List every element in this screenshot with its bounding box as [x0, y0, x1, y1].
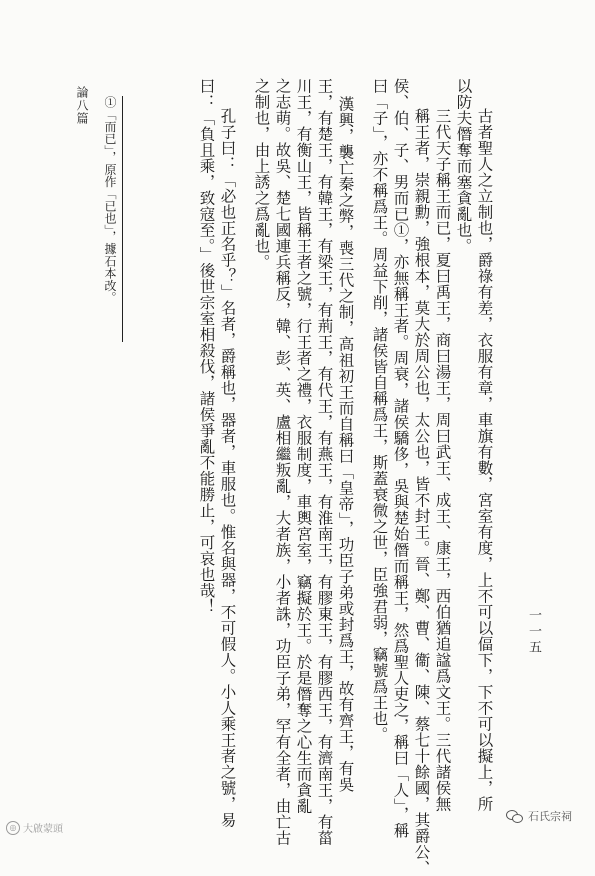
watermark-right-text: 石氏宗祠	[528, 810, 572, 823]
body-line-8: 王，有楚王，有韓王，有梁王，有荊王，有代王，有燕王，有淮南王，有膠東王，有膠西王，有濟南王，有菑	[315, 78, 334, 846]
body-line-11: 之制也，由上誘之爲亂也。	[252, 78, 271, 270]
page-number: 一一五	[526, 608, 541, 656]
watermark-left-text: 大啟蒙頭	[23, 824, 63, 835]
body-line-13: 曰：「負且乘，致寇至。」後世宗室相殺伐，諸侯爭亂不能勝止，可哀也哉！	[197, 78, 216, 615]
body-line-9: 川王，有衡山王，皆稱王者之號，行王者之禮，衣服制度，車輿宮室，竊擬於王。於是僭奪之心生而貪亂	[294, 78, 313, 814]
body-line-1: 古者聖人之立制也，爵祿有差，衣服有章，車旗有數，宮室有度，上不可以偪下，下不可以擬上，所	[475, 108, 494, 812]
body-line-3: 三代天子稱王而已，夏曰禹王，商曰湯王，周曰武王、成王、康王，西伯猶追諡爲文王。三代諸侯無	[433, 108, 452, 812]
wechat-icon	[506, 809, 523, 823]
body-line-12: 孔子曰：「必也正名乎？」名者，爵稱也，器者，車服也。惟名與器，不可假人。小人乘王者之號，易	[218, 108, 237, 828]
watermark-logo-icon: ◎	[6, 821, 20, 835]
watermark-left	[6, 820, 63, 835]
footnote-text: 「而已」，原作「已也」，據石本改。	[103, 108, 117, 304]
footnote-separator	[122, 96, 123, 342]
body-line-6: 曰「子」，亦不稱爲王。周益下削，諸侯皆自稱爲王，斯蓋衰微之世，臣強君弱，竊號爲王也。	[370, 78, 389, 743]
body-line-7: 漢興，襲亡秦之弊，喪三代之制，高祖初王而自稱曰「皇帝」，功臣子弟或封爲王，故有齊王，有吳	[336, 96, 355, 793]
chapter-title: 論八篇	[75, 86, 89, 125]
body-line-10: 之志萌。故吳、楚七國連兵稱反，韓、彭、英、盧相繼叛亂，大者族，小者誅，功臣子弟，罕有全者，由亡古	[273, 78, 292, 846]
body-line-4: 稱王者，崇親勳，強根本，莫大於周公也，太公也，皆不封王。晉、鄭、曹、衞、陳、蔡七十餘國，其爵公、	[412, 108, 431, 876]
footnote	[104, 96, 116, 304]
footnote-marker: ①	[103, 96, 117, 109]
body-line-5: 侯、伯、子、男而已①，亦無稱王者。周衰，諸侯驕侈，吳與楚始僭而稱王，然爲聖人吏之，稱曰「人」，稱	[391, 78, 410, 839]
watermark-right	[506, 808, 572, 824]
body-line-2: 以防夫僭奪而塞貪亂也。	[454, 78, 473, 254]
